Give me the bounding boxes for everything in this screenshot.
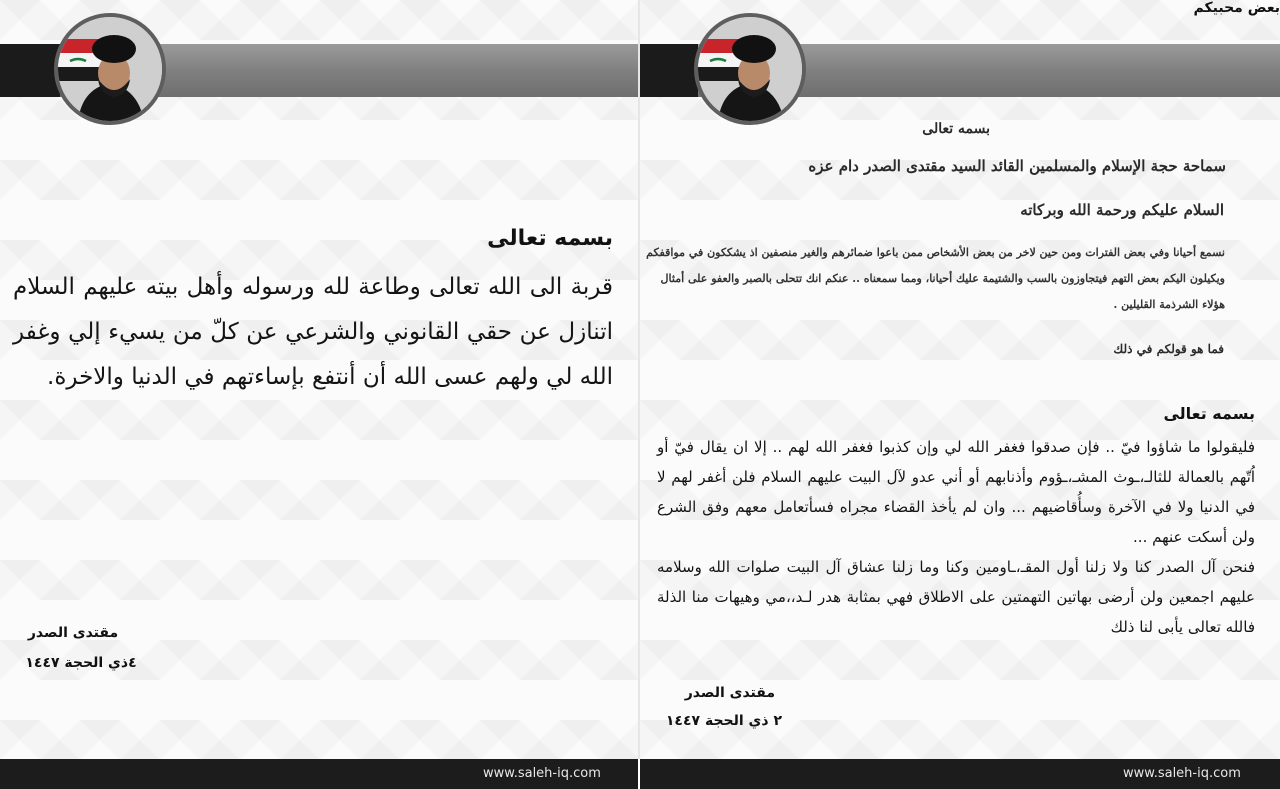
statement-panel-left [0, 0, 638, 759]
signature-name: مقتدى الصدر [27, 625, 119, 641]
letter-greeting: السلام عليكم ورحمة الله وبركاته [1020, 201, 1224, 219]
letter-closing: فما هو قولكم في ذلك [1113, 342, 1224, 356]
header-bar-black [640, 44, 698, 97]
statement-date: ٤ذي الحجة ١٤٤٧ [25, 655, 137, 671]
statement-body: قربة الى الله تعالى وطاعة لله ورسوله وأهل بيته عليهم السلام اتنازل عن حقي القانوني والشرعي عن كلّ من يسيء إلي وغفر الله لي ولهم عسى الله أن أنتفع بإساءتهم في الدنيا والاخرة. [13, 274, 613, 390]
avatar [54, 13, 166, 125]
letter-signature: بعض محبيكم [1193, 0, 1280, 16]
header-bar-black [0, 44, 60, 97]
reply-body [657, 432, 1255, 642]
avatar [694, 13, 806, 125]
statement-panel-right [640, 0, 1280, 759]
portrait-photo-icon [58, 17, 162, 121]
statement-heading: بسمه تعالى [487, 226, 613, 251]
letter-bismillah: بسمه تعالى [922, 121, 990, 137]
letter-address: سماحة حجة الإسلام والمسلمين القائد السيد مقتدى الصدر دام عزه [808, 157, 1226, 175]
website-url: www.saleh-iq.com [483, 766, 601, 781]
statement-date: ٢ ذي الحجة ١٤٤٧ [665, 713, 782, 729]
footer-bar [640, 759, 1280, 789]
footer-bar [0, 759, 638, 789]
website-url: www.saleh-iq.com [1123, 766, 1241, 781]
letter-body: نسمع أحيانا وفي بعض الفترات ومن حين لاخر من بعض الأشخاص ممن باعوا ضمائرهم والغير منصفين اذ يشككون في مواقفكم ويكيلون اليكم بعض التهم فيتجاوزون بالسب والشتيمة عليك أحيانا، ومما سمعناه .. عنكم انك تتحلى بالصبر والعفو على أمثال هؤلاء الشرذمة القليلين . [646, 246, 1225, 311]
portrait-photo-icon [698, 17, 802, 121]
reply-paragraph: فنحن آل الصدر كنا ولا زلنا أول المقـ،ـاومين وكنا وما زلنا عشاق آل البيت صلوات الله وسلامه عليهم اجمعين ولن أرضى بهاتين التهمتين على الاطلاق فهي بمثابة هدر لـد،،مي وهيهات منا الذلة فالله تعالى يأبى لنا ذلك [657, 558, 1255, 636]
reply-heading: بسمه تعالى [1163, 404, 1255, 423]
signature-name: مقتدى الصدر [684, 685, 775, 701]
reply-paragraph: فليقولوا ما شاؤوا فيّ .. فإن صدقوا فغفر الله لي وإن كذبوا فغفر الله لهم .. إلا ان يقال فيّ أو اُتّهم بالعمالة للثالـ،ـوث المشـ،ـؤوم وأذنابهم أو أني عدو لآل البيت عليهم السلام فلن أغفر لهم لا في الدنيا ولا في الآخرة وسأُقاضيهم ... وان لم يأخذ القضاء مجراه فسأتعامل معهم وفق الشرع ولن أسكت عنهم ... [657, 438, 1255, 546]
